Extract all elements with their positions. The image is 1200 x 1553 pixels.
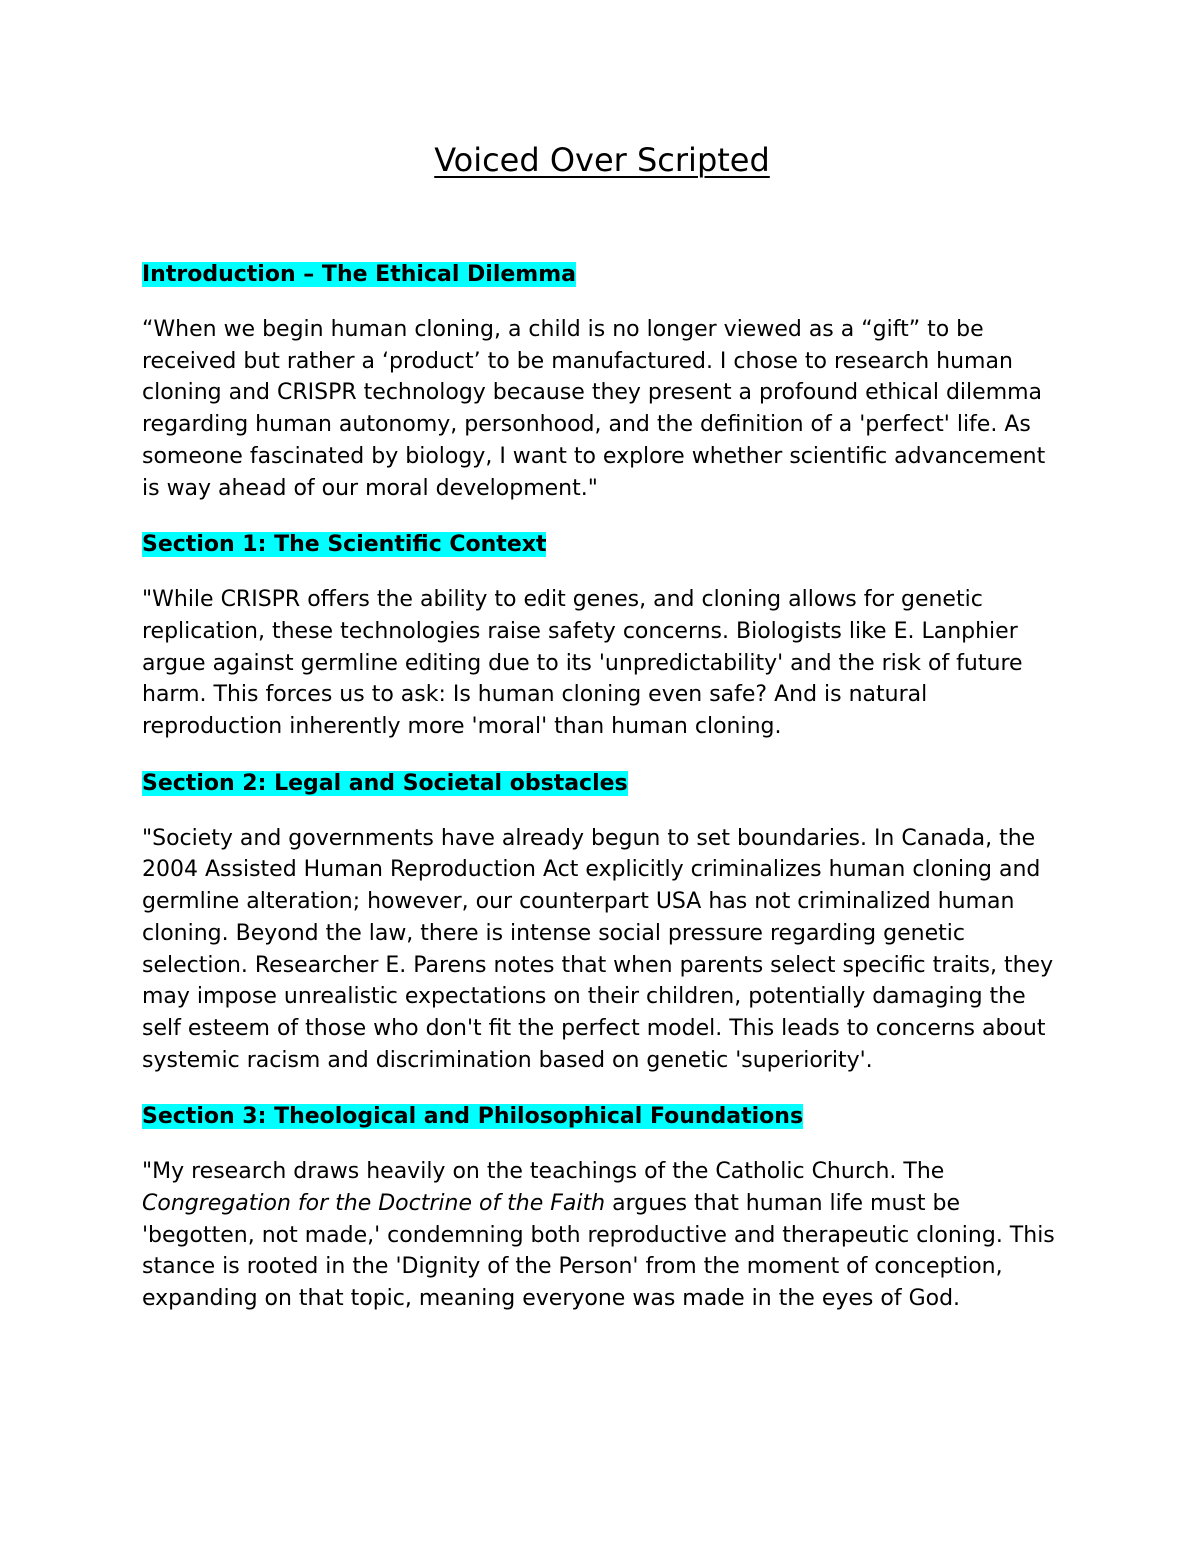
section-heading-theological <box>142 1102 1062 1132</box>
highlighted-heading-text: Section 2: Legal and Societal obstacles <box>142 770 628 796</box>
document-title-text: Voiced Over Scripted <box>434 141 770 179</box>
section-body-legal-societal: "Society and governments have already begun to set boundaries. In Canada, the 2004 Assisted Human Reproduction Act explicitly criminalizes human cloning and germline alteration; however, our counterpart USA has not criminalized human cloning. Beyond the law, there is intense social pressure regarding genetic selection. Researcher E. Parens notes that when parents select specific traits, they may impose unrealistic expectations on their children, potentially damaging the self esteem of those who don't fit the perfect model. This leads to concerns about systemic racism and discrimination based on genetic 'superiority'. <box>142 825 1054 1073</box>
italic-publication-title: Congregation for the Doctrine of the Faith <box>142 1191 606 1217</box>
section-heading-introduction <box>142 260 1062 290</box>
highlighted-heading-text: Introduction – The Ethical Dilemma <box>142 262 576 287</box>
document-page <box>142 138 1062 1341</box>
body-text-before: "My research draws heavily on the teachings of the Catholic Church. The <box>142 1159 945 1185</box>
section-body-scientific-context: "While CRISPR offers the ability to edit genes, and cloning allows for genetic replication, these technologies raise safety concerns. Biologists like E. Lanphier argue against germline editing due to its 'unpredictability' and the risk of future harm. This forces us to ask: Is human cloning even safe? And is natural reproduction inherently more 'moral' than human cloning. <box>142 587 1023 740</box>
section-body-introduction: “When we begin human cloning, a child is no longer viewed as a “gift” to be received but rather a ‘product’ to be manufactured. I chose to research human cloning and CRISPR technology because they present a profound ethical dilemma regarding human autonomy, personhood, and the definition of a 'perfect' life. As someone fascinated by biology, I want to explore whether scientific advancement is way ahead of our moral development." <box>142 317 1046 501</box>
section-heading-legal-societal <box>142 769 1062 799</box>
body-text-after: argues that human life must be 'begotten, not made,' condemning both reproductive and therapeutic cloning. This stance is rooted in the 'Dignity of the Person' from the moment of conception, expanding on that topic, meaning everyone was made in the eyes of God. <box>142 1191 1055 1312</box>
section-body-theological <box>142 1156 1062 1315</box>
highlighted-heading-text: Section 3: Theological and Philosophical Foundations <box>142 1104 804 1130</box>
document-title <box>142 138 1062 182</box>
highlighted-heading-text: Section 1: The Scientific Context <box>142 532 547 558</box>
section-heading-scientific-context <box>142 530 1062 560</box>
